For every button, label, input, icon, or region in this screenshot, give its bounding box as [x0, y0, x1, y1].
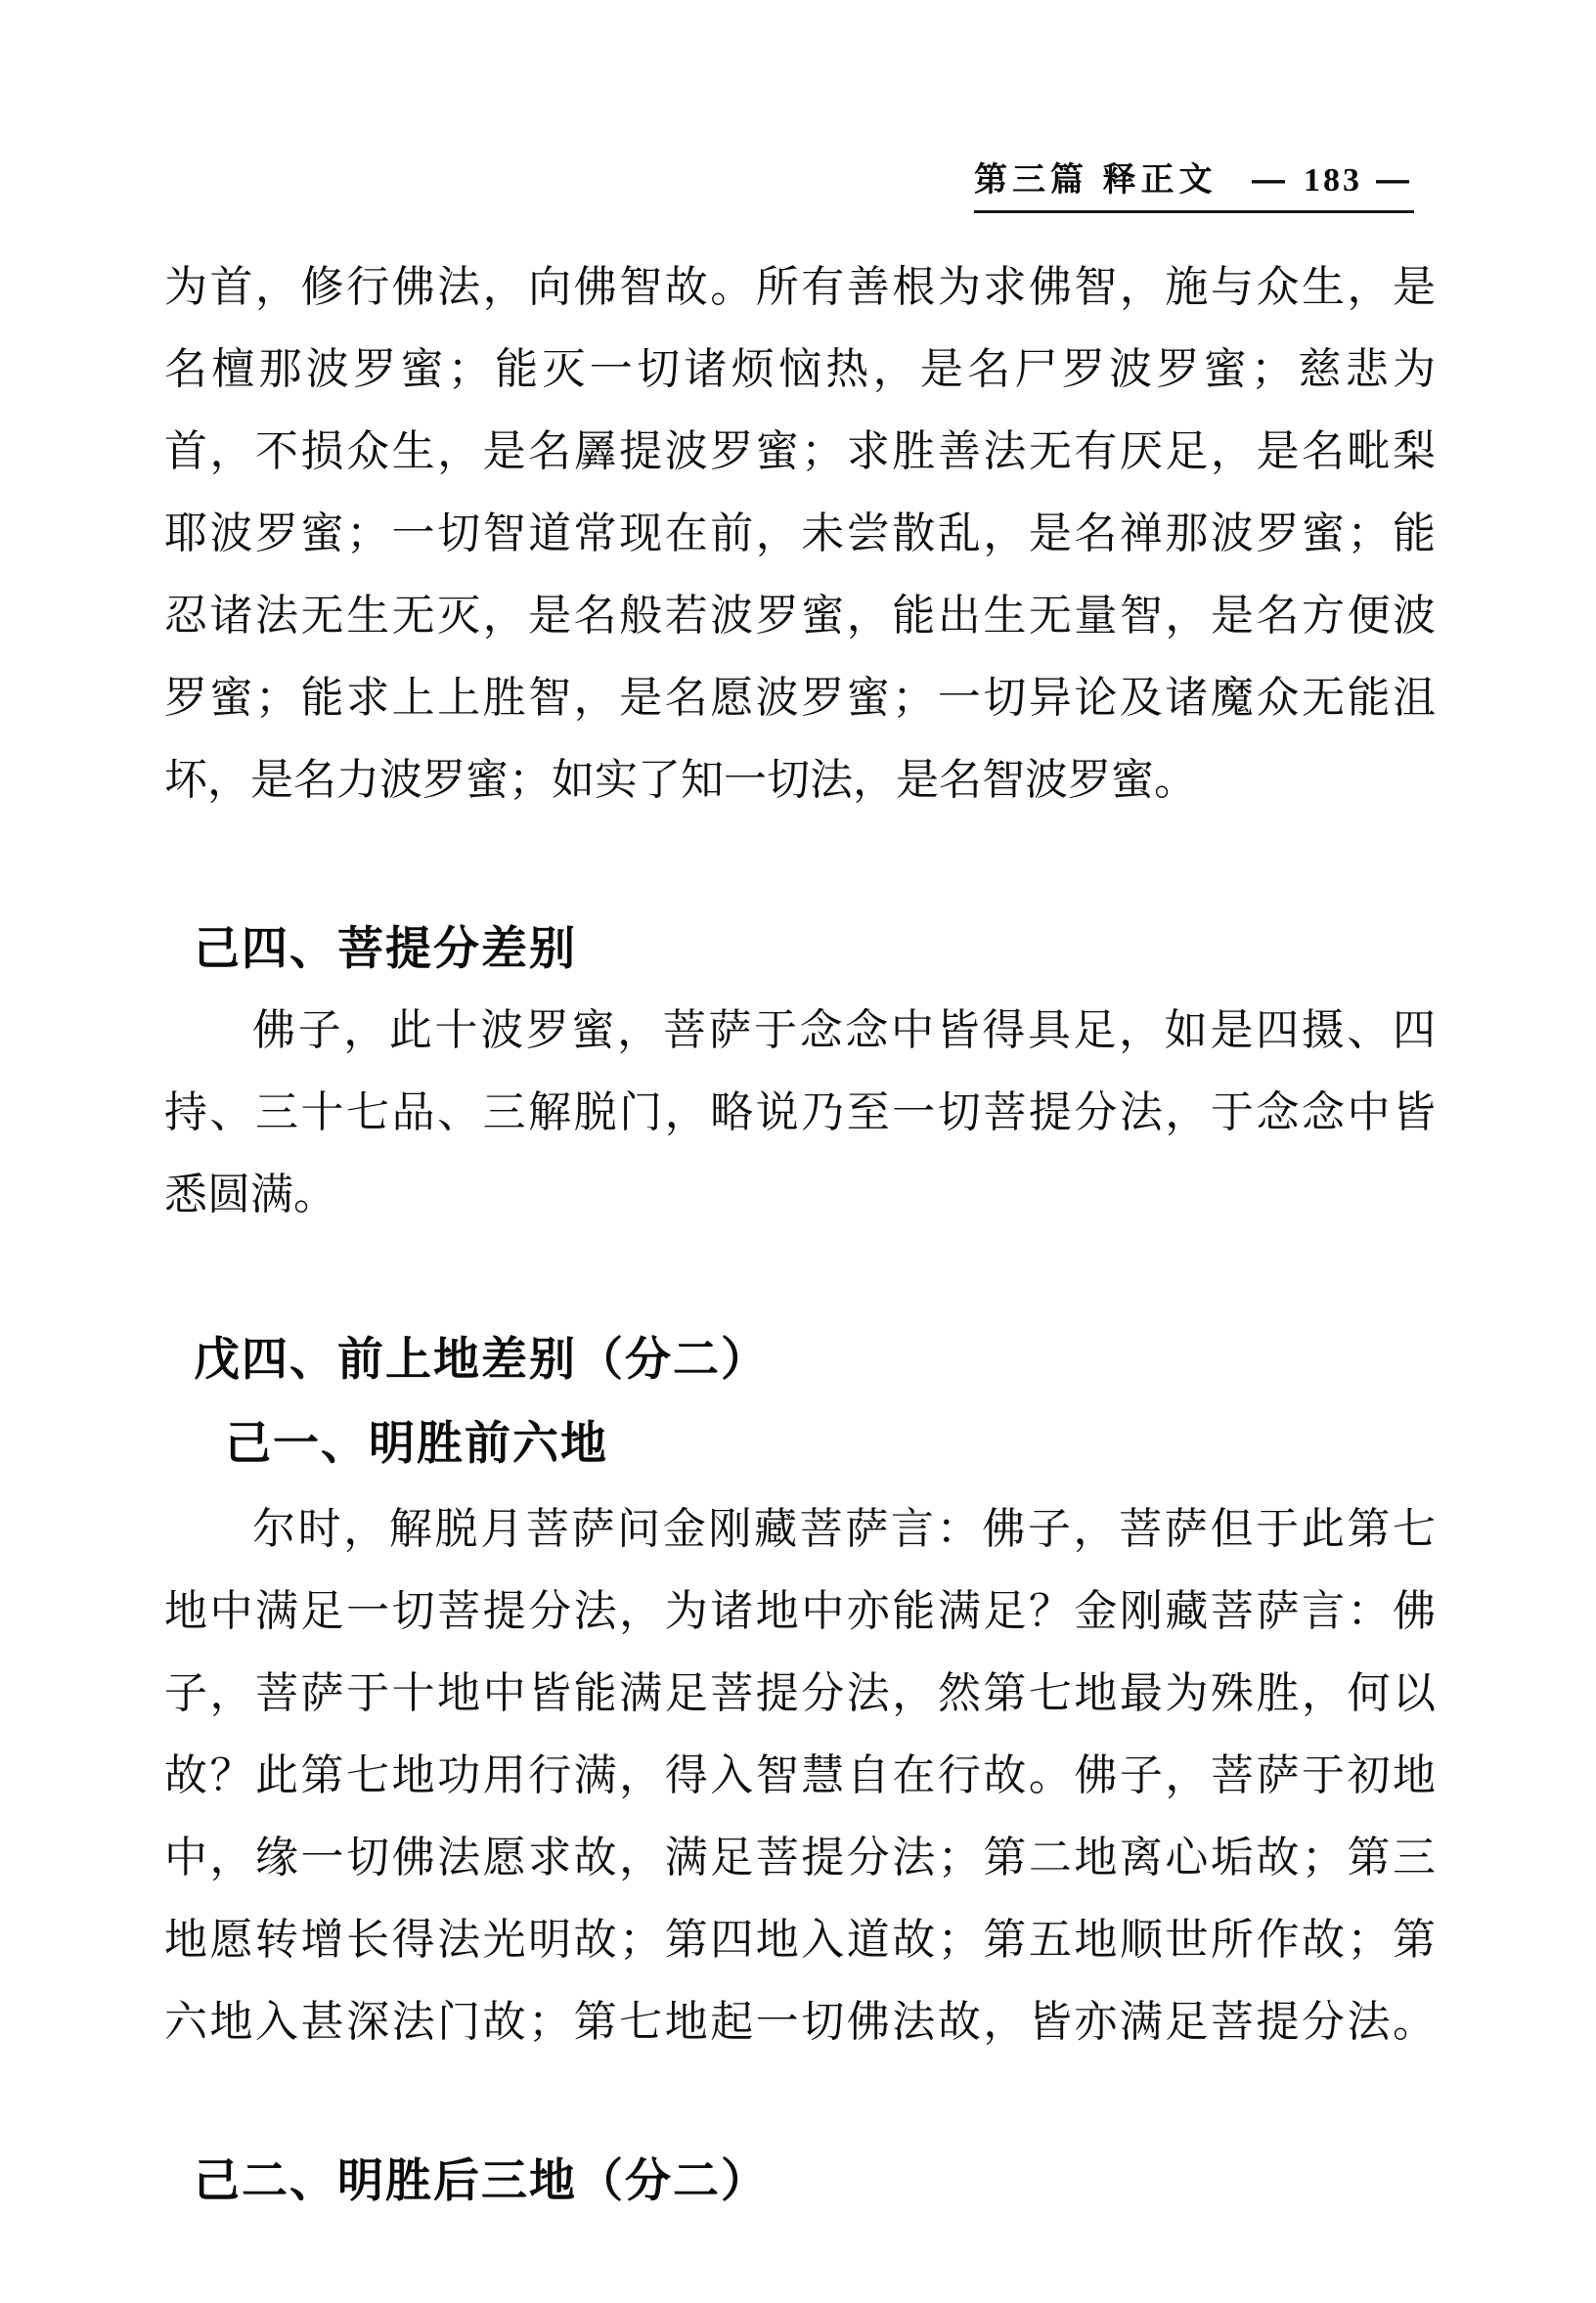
text-line: 地中满足一切菩提分法，为诸地中亦能满足？金刚藏菩萨言：佛	[164, 1587, 1436, 1635]
text-line: 悉圆满。	[164, 1171, 336, 1218]
text-line: 佛子，此十波罗蜜，菩萨于念念中皆得具足，如是四摄、四	[252, 1006, 1436, 1054]
section-heading: 己二、明胜后三地（分二）	[194, 2154, 769, 2206]
text-line: 耶波罗蜜；一切智道常现在前，未尝散乱，是名禅那波罗蜜；能	[164, 509, 1436, 557]
text-line: 故？此第七地功用行满，得入智慧自在行故。佛子，菩萨于初地	[164, 1751, 1436, 1799]
section-heading: 戊四、前上地差别（分二）	[194, 1333, 769, 1385]
header-dash-left: —	[1252, 161, 1290, 199]
text-line: 首，不损众生，是名羼提波罗蜜；求胜善法无有厌足，是名毗梨	[164, 427, 1436, 475]
page-number: 183	[1304, 162, 1362, 199]
paragraph-continued	[164, 246, 1436, 821]
running-header	[974, 153, 1414, 213]
text-line: 持、三十七品、三解脱门，略说乃至一切菩提分法，于念念中皆	[164, 1088, 1436, 1136]
text-line: 名檀那波罗蜜；能灭一切诸烦恼热，是名尸罗波罗蜜；慈悲为	[164, 345, 1436, 393]
paragraph	[164, 990, 1436, 1236]
paragraph	[164, 1488, 1436, 2063]
section-heading: 己一、明胜前六地	[225, 1417, 608, 1469]
text-line: 六地入甚深法门故；第七地起一切佛法故，皆亦满足菩提分法。	[164, 1998, 1436, 2046]
text-line: 忍诸法无生无灭，是名般若波罗蜜，能出生无量智，是名方便波	[164, 592, 1436, 640]
text-line: 坏，是名力波罗蜜；如实了知一切法，是名智波罗蜜。	[164, 756, 1197, 804]
text-line: 地愿转增长得法光明故；第四地入道故；第五地顺世所作故；第	[164, 1916, 1436, 1964]
header-pagination	[1252, 161, 1414, 199]
text-line: 为首，修行佛法，向佛智故。所有善根为求佛智，施与众生，是	[164, 263, 1436, 311]
text-line: 子，菩萨于十地中皆能满足菩提分法，然第七地最为殊胜，何以	[164, 1669, 1436, 1717]
header-section-title: 第三篇 释正文	[974, 161, 1218, 199]
text-line: 罗蜜；能求上上胜智，是名愿波罗蜜；一切异论及诸魔众无能沮	[164, 674, 1436, 722]
text-line: 尔时，解脱月菩萨问金刚藏菩萨言：佛子，菩萨但于此第七	[252, 1505, 1436, 1553]
header-dash-right: —	[1376, 161, 1414, 199]
body-text	[164, 246, 1436, 2222]
section-heading: 己四、菩提分差别	[194, 922, 577, 974]
text-line: 中，缘一切佛法愿求故，满足菩提分法；第二地离心垢故；第三	[164, 1834, 1436, 1882]
